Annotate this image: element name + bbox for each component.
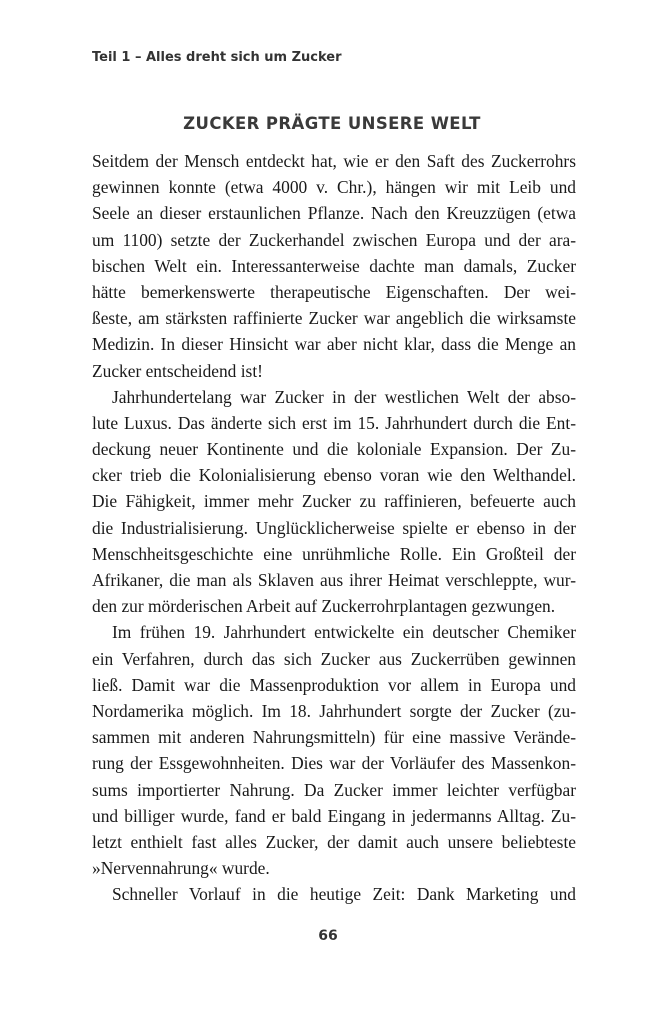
text-line: rung der Essgewohnheiten. Dies war der Vorläufer des Massenkon- [92, 753, 576, 774]
paragraph-4 [92, 881, 576, 907]
text-line: hätte bemerkenswerte therapeutische Eigenschaften. Der wei- [92, 281, 576, 302]
text-line: cker trieb die Kolonialisierung ebenso voran wie den Welthandel. [92, 465, 576, 486]
text-line: Medizin. In dieser Hinsicht war aber nicht klar, dass die Menge an [92, 334, 576, 355]
text-line: lute Luxus. Das änderte sich erst im 15. Jahrhundert durch die Ent- [92, 412, 576, 433]
text-line: Afrikaner, die man als Sklaven aus ihrer Heimat verschleppte, wur- [92, 570, 576, 590]
text-line: Im frühen 19. Jahrhundert entwickelte ein deutscher Chemiker [112, 622, 576, 643]
text-line: ließ. Damit war die Massenproduktion vor allem in Europa und [92, 674, 576, 695]
paragraph-2 [92, 384, 576, 620]
text-line: Die Fähigkeit, immer mehr Zucker zu raffinieren, befeuerte auch [92, 491, 576, 512]
text-line: sammen mit anderen Nahrungsmitteln) für eine massive Verände- [92, 727, 576, 748]
text-line: Seitdem der Mensch entdeckt hat, wie er den Saft des Zuckerrohrs [92, 151, 576, 171]
text-line: Zucker entscheidend ist! [92, 360, 263, 381]
text-line: sums importierter Nahrung. Da Zucker immer leichter verfügbar [92, 779, 576, 800]
paragraph-1 [92, 148, 576, 384]
text-line: Nordamerika möglich. Im 18. Jahrhundert sorgte der Zucker (zu- [92, 700, 576, 721]
page-number: 66 [318, 928, 338, 944]
text-line: den zur mörderischen Arbeit auf Zuckerrohrplantagen gezwungen. [92, 596, 556, 617]
text-line: gewinnen konnte (etwa 4000 v. Chr.), hängen wir mit Leib und [92, 177, 576, 198]
text-line: um 1100) setzte der Zuckerhandel zwischen Europa und der ara- [92, 229, 576, 250]
text-line: und billiger wurde, fand er bald Eingang in jedermanns Alltag. Zu- [92, 805, 576, 826]
running-head: Teil 1 – Alles dreht sich um Zucker [92, 50, 342, 65]
text-line: ßeste, am stärksten raffinierte Zucker war angeblich die wirksamste [92, 308, 576, 329]
text-line: ein Verfahren, durch das sich Zucker aus Zuckerrüben gewinnen [92, 648, 576, 669]
text-line: die Industrialisierung. Unglücklicherweise spielte er ebenso in der [92, 517, 576, 538]
section-title: ZUCKER PRÄGTE UNSERE WELT [183, 114, 481, 133]
paragraph-3 [92, 619, 576, 881]
text-line: Seele an dieser erstaunlichen Pflanze. Nach den Kreuzzügen (etwa [92, 203, 576, 224]
text-line: Menschheitsgeschichte eine unrühmliche Rolle. Ein Großteil der [92, 543, 576, 564]
text-line: bischen Welt ein. Interessanterweise dachte man damals, Zucker [92, 255, 576, 276]
text-line: letzt enthielt fast alles Zucker, der damit auch unsere beliebteste [92, 831, 576, 852]
body-text [92, 148, 576, 907]
text-line: Schneller Vorlauf in die heutige Zeit: Dank Marketing und [112, 884, 576, 905]
text-line: Jahrhundertelang war Zucker in der westlichen Welt der abso- [112, 386, 576, 407]
text-line: »Nervennahrung« wurde. [92, 858, 270, 879]
text-line: deckung neuer Kontinente und die koloniale Expansion. Der Zu- [92, 439, 576, 460]
